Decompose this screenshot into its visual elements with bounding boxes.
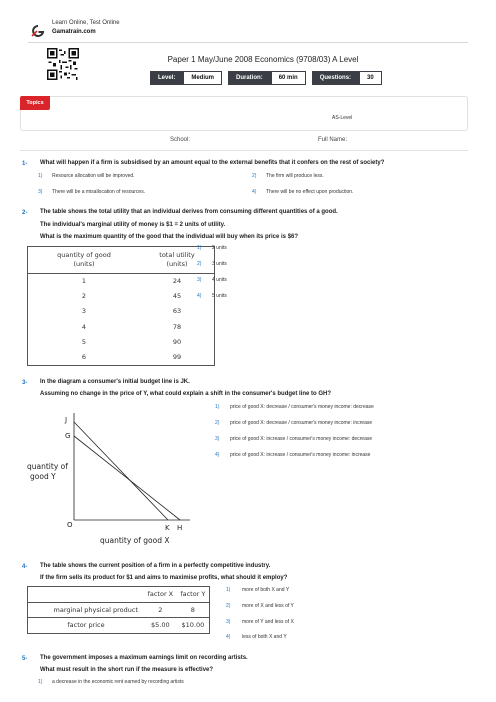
- option-text[interactable]: 4 units: [212, 277, 227, 283]
- point-k-label: K: [165, 524, 170, 532]
- level-label: Level:: [150, 71, 183, 85]
- option-text[interactable]: There will be no effect upon production.: [266, 189, 354, 195]
- option-number[interactable]: 4): [226, 634, 231, 640]
- point-h-label: H: [177, 524, 183, 532]
- paper-title: Paper 1 May/June 2008 Economics (9708/03) A Level: [167, 55, 359, 64]
- option-text[interactable]: price of good X: decrease / consumer's money income: decrease: [230, 404, 374, 410]
- option-number[interactable]: 2): [226, 603, 231, 609]
- table-header: [28, 587, 145, 603]
- table-cell: $5.00: [151, 621, 170, 630]
- point-g-label: G: [65, 432, 71, 440]
- table-row: [28, 335, 215, 350]
- table-cell: 8: [177, 602, 210, 618]
- origin-label: O: [67, 521, 73, 529]
- option-number[interactable]: 3): [197, 277, 202, 283]
- question-text: In the diagram a consumer's initial budget line is JK.: [40, 379, 190, 385]
- y-axis-label: quantity of: [27, 462, 68, 471]
- option-number[interactable]: 4): [252, 189, 257, 195]
- table-header: [28, 247, 140, 274]
- table-cell: 1: [81, 277, 87, 285]
- table-cell: 2: [81, 292, 87, 301]
- option-number[interactable]: 1): [38, 679, 43, 685]
- option-number[interactable]: 1): [226, 587, 231, 593]
- option-number[interactable]: 3): [215, 436, 220, 442]
- budget-line-gh: [74, 436, 180, 520]
- table-cell: marginal physical product: [28, 602, 145, 618]
- question-text: What is the maximum quantity of the good that the individual will buy when its price is $6?: [40, 234, 299, 240]
- option-number[interactable]: 4): [197, 293, 202, 299]
- option-number[interactable]: 1): [197, 245, 202, 251]
- brand-tagline: Learn Online, Test Online: [52, 20, 120, 26]
- question-text: The individual's marginal utility of money is $1 = 2 units of utility.: [40, 222, 226, 228]
- header-line: (units): [73, 260, 95, 268]
- paper-meta: [150, 71, 382, 85]
- option-text[interactable]: more of both X and Y: [242, 587, 290, 593]
- option-number[interactable]: 4): [215, 452, 220, 458]
- table-cell: 4: [81, 322, 87, 331]
- question-text: The government imposes a maximum earnings limit on recording artists.: [40, 655, 248, 661]
- topics-tag[interactable]: Topics: [20, 96, 50, 110]
- table-header-row: [28, 587, 210, 603]
- topics-panel: [20, 96, 468, 131]
- duration-value: 60 min: [271, 71, 306, 85]
- table-row: [28, 304, 215, 319]
- option-text[interactable]: price of good X: increase / consumer's money income: decrease: [230, 436, 373, 442]
- duration-label: Duration:: [228, 71, 271, 85]
- question-text: What will happen if a firm is subsidised by an amount equal to the external benefits that it confers on the rest of society?: [40, 160, 385, 166]
- question-text: What must result in the short run if the measure is effective?: [40, 667, 214, 673]
- option-text[interactable]: price of good X: decrease / consumer's money income: increase: [230, 420, 373, 426]
- table-header: factor Y: [177, 587, 210, 603]
- table-cell: 63: [172, 307, 182, 316]
- topic-level: AS-Level: [332, 115, 353, 121]
- question-text: The table shows the current position of a firm in a perfectly competitive industry.: [40, 563, 271, 569]
- question-number: 2-: [22, 210, 28, 216]
- option-text[interactable]: The firm will produce less.: [266, 173, 324, 179]
- table-cell: 24: [172, 277, 182, 285]
- table-cell: 2: [144, 602, 177, 618]
- option-text[interactable]: Resource allocation will be improved.: [52, 173, 135, 179]
- option-text[interactable]: more of Y and less of X: [242, 619, 294, 625]
- table-cell: $10.00: [181, 621, 205, 630]
- table-cell: 5: [81, 338, 87, 347]
- table-cell: factor price: [67, 621, 105, 630]
- table-row: [28, 618, 210, 634]
- level-value: Medium: [183, 71, 222, 85]
- budget-line-jk: [74, 422, 168, 520]
- option-text[interactable]: price of good X: increase / consumer's money income: increase: [230, 452, 371, 458]
- question-text: If the firm sells its product for $1 and aims to maximise profits, what should it employ?: [40, 575, 288, 581]
- option-text[interactable]: more of X and less of Y: [242, 603, 294, 609]
- brand-site[interactable]: Gamatrain.com: [52, 29, 96, 35]
- header-line: total utility: [159, 251, 195, 259]
- option-text[interactable]: a decrease in the economic rent earned by recording artists: [52, 679, 184, 685]
- qr-code-icon: [47, 48, 79, 80]
- questions-label: Questions:: [312, 71, 359, 85]
- table-cell: 6: [81, 353, 87, 362]
- option-text[interactable]: There will be a misallocation of resources.: [52, 189, 146, 195]
- gamatrain-logo-icon: [30, 25, 46, 37]
- table-header: factor X: [144, 587, 177, 603]
- questions-value: 30: [359, 71, 382, 85]
- header-line: quantity of good: [57, 251, 111, 259]
- budget-line-diagram: [27, 408, 197, 548]
- table-row: [28, 602, 210, 618]
- table-cell: 99: [172, 353, 182, 362]
- question-text: The table shows the total utility that an individual derives from consuming different quantities of a good.: [40, 209, 338, 215]
- question-number: 3-: [22, 380, 28, 386]
- option-number[interactable]: 3): [226, 619, 231, 625]
- x-axis-label: quantity of good X: [100, 536, 170, 545]
- school-label: School:: [170, 137, 191, 143]
- duration-meta: [228, 71, 306, 85]
- question-text: Assuming no change in the price of Y, what could explain a shift in the consumer's budget line to GH?: [40, 391, 332, 397]
- option-number[interactable]: 2): [252, 173, 257, 179]
- table-row: [28, 274, 215, 290]
- option-text[interactable]: 3 units: [212, 261, 227, 267]
- option-text[interactable]: 2 units: [212, 245, 227, 251]
- fullname-label: Full Name:: [318, 137, 348, 143]
- table-row: [28, 350, 215, 366]
- table-cell: 90: [172, 338, 182, 347]
- table-row: [28, 320, 215, 335]
- option-number[interactable]: 1): [38, 173, 43, 179]
- header-line: (units): [166, 260, 188, 268]
- question-number: 4-: [22, 564, 28, 570]
- option-text[interactable]: less of both X and Y: [242, 634, 287, 640]
- y-axis-label: good Y: [30, 472, 56, 481]
- table-header: [140, 247, 215, 274]
- option-text[interactable]: 5 units: [212, 293, 227, 299]
- factor-table: [27, 586, 210, 634]
- option-number[interactable]: 2): [215, 420, 220, 426]
- point-j-label: J: [65, 416, 68, 424]
- table-cell: 78: [172, 322, 182, 331]
- option-number[interactable]: 3): [38, 189, 43, 195]
- level-meta: [150, 71, 222, 85]
- form-divider: [20, 150, 468, 151]
- table-row: [28, 289, 215, 304]
- header-divider: [28, 42, 468, 43]
- question-number: 5-: [22, 656, 28, 662]
- question-number: 1-: [22, 161, 28, 167]
- table-header-row: [28, 247, 215, 274]
- option-number[interactable]: 2): [197, 261, 202, 267]
- table-cell: 45: [172, 292, 182, 301]
- table-cell: 3: [81, 307, 87, 316]
- option-number[interactable]: 1): [215, 404, 220, 410]
- questions-meta: [312, 71, 382, 85]
- utility-table: [27, 246, 215, 366]
